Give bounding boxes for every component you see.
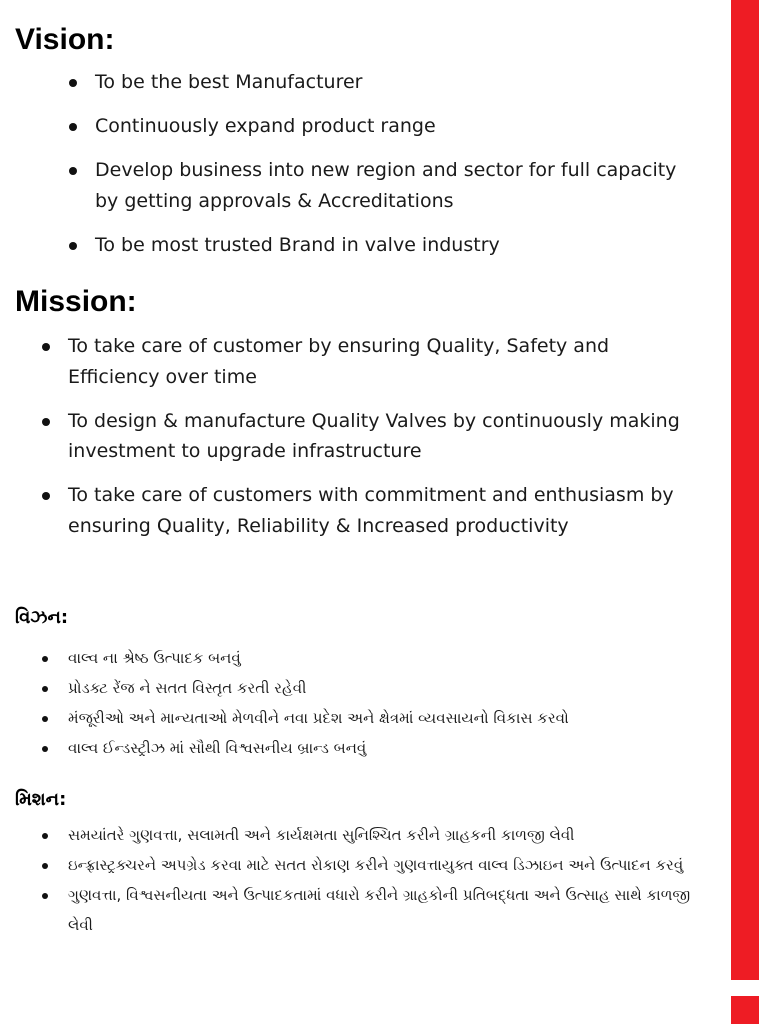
gujarati-mission-item: ગુણવત્તા, વિશ્વસનીયતા અને ઉત્પાદકતામાં વધારો કરીને ગ્રાહકોની પ્રતિબદ્ધતા અને ઉત્સાહ સાથે કાળજી લેવી — [68, 880, 708, 940]
gujarati-vision-item: પ્રોડક્ટ રેંજ ને સતત વિસ્તૃત કરતી રહેવી — [68, 673, 708, 703]
gujarati-mission-item: ઇન્ફ્રાસ્ટ્રક્ચરને અપગ્રેડ કરવા માટે સતત રોકાણ કરીને ગુણવત્તાયુક્ત વાલ્વ ડિઝાઇન અને ઉત્પાદન કરવું — [68, 850, 708, 880]
gujarati-vision-heading: વિઝન: — [15, 607, 69, 628]
vision-heading: Vision: — [15, 23, 115, 56]
mission-item: To design & manufacture Quality Valves by continuously making investment to upgrade infrastructure — [68, 406, 688, 467]
bullet-icon — [69, 123, 77, 131]
gujarati-vision-item: વાલ્વ ના શ્રેષ્ઠ ઉત્પાદક બનવું — [68, 643, 708, 673]
bullet-icon — [42, 893, 48, 899]
accent-stripe — [731, 0, 759, 980]
bullet-icon — [69, 79, 77, 87]
gujarati-mission-list — [68, 820, 708, 940]
gujarati-vision-item: મંજૂરીઓ અને માન્યતાઓ મેળવીને નવા પ્રદેશ અને ક્ષેત્રમાં વ્યવસાયનો વિકાસ કરવો — [68, 703, 708, 733]
bullet-icon — [42, 343, 50, 351]
gujarati-mission-heading: મિશન: — [15, 789, 67, 810]
vision-item: To be most trusted Brand in valve industry — [95, 230, 695, 261]
mission-list — [68, 331, 688, 555]
mission-item: To take care of customer by ensuring Quality, Safety and Efficiency over time — [68, 331, 688, 392]
vision-list — [95, 67, 695, 274]
bullet-icon — [42, 492, 50, 500]
gujarati-mission-item: સમયાંતરે ગુણવત્તા, સલામતી અને કાર્યક્ષમતા સુનિશ્ચિત કરીને ગ્રાહકની કાળજી લેવી — [68, 820, 708, 850]
bullet-icon — [69, 242, 77, 250]
bullet-icon — [69, 167, 77, 175]
bullet-icon — [42, 656, 48, 662]
gujarati-vision-item: વાલ્વ ઈન્ડસ્ટ્રીઝ માં સૌથી વિશ્વસનીય બ્રાન્ડ બનવું — [68, 733, 708, 763]
accent-stripe-footer — [731, 996, 759, 1024]
bullet-icon — [42, 863, 48, 869]
bullet-icon — [42, 686, 48, 692]
bullet-icon — [42, 833, 48, 839]
mission-heading: Mission: — [15, 285, 137, 318]
bullet-icon — [42, 716, 48, 722]
vision-item: To be the best Manufacturer — [95, 67, 695, 98]
vision-item: Continuously expand product range — [95, 111, 695, 142]
vision-item: Develop business into new region and sector for full capacity by getting approvals & Accreditations — [95, 155, 695, 216]
mission-item: To take care of customers with commitment and enthusiasm by ensuring Quality, Reliability & Increased productivity — [68, 480, 688, 541]
gujarati-vision-list — [68, 643, 708, 763]
bullet-icon — [42, 746, 48, 752]
bullet-icon — [42, 418, 50, 426]
